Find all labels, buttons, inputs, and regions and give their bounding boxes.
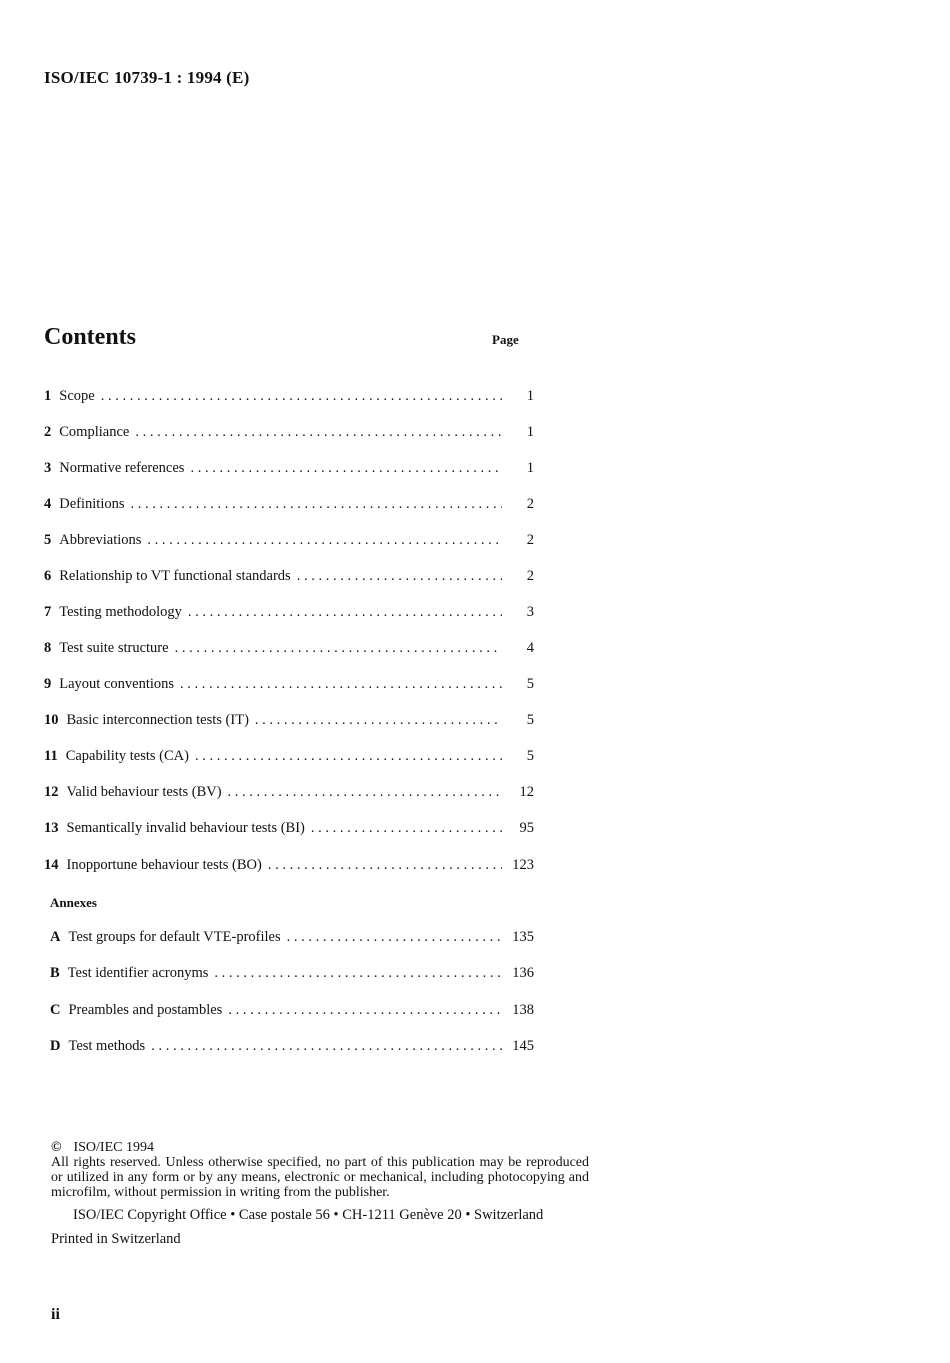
- toc-entry-page: 5: [526, 712, 534, 728]
- annex-letter: A: [50, 929, 61, 945]
- toc-entry-title: Relationship to VT functional standards: [59, 568, 291, 584]
- toc-entry-title: Layout conventions: [59, 676, 175, 692]
- annex-title: Preambles and postambles: [68, 1002, 223, 1018]
- toc-entry[interactable]: [44, 676, 534, 696]
- toc-entry-title: Valid behaviour tests (BV): [66, 784, 222, 800]
- page-column-label: Page: [492, 332, 519, 347]
- toc-entry-number: 5: [44, 532, 52, 548]
- dot-leader: [131, 496, 503, 513]
- toc-entry-page: 4: [526, 640, 534, 656]
- dot-leader: [147, 532, 502, 549]
- toc-entry-number: 2: [44, 424, 52, 440]
- copyright-symbol: ©: [51, 1140, 62, 1155]
- toc-entry-number: 9: [44, 676, 52, 692]
- annex-page: 136: [512, 965, 534, 981]
- annexes-heading: Annexes: [50, 895, 97, 910]
- dot-leader: [101, 388, 502, 405]
- toc-entry-page: 95: [519, 820, 534, 836]
- toc-entry-page: 123: [512, 857, 534, 873]
- printed-in: Printed in Switzerland: [51, 1231, 181, 1247]
- dot-leader: [135, 424, 502, 441]
- toc-entry[interactable]: [44, 820, 534, 840]
- toc-entry-page: 5: [526, 748, 534, 764]
- dot-leader: [195, 748, 502, 765]
- toc-entry-number: 1: [44, 388, 52, 404]
- toc-entry-title: Scope: [59, 388, 95, 404]
- toc-entry-title: Inopportune behaviour tests (BO): [66, 857, 262, 873]
- toc-entry-title: Normative references: [59, 460, 185, 476]
- toc-entry-number: 6: [44, 568, 52, 584]
- document-designation: ISO/IEC 10739-1 : 1994 (E): [44, 68, 250, 87]
- annex-title: Test methods: [68, 1038, 146, 1054]
- toc-entry-title: Basic interconnection tests (IT): [66, 712, 249, 728]
- dot-leader: [228, 1002, 502, 1019]
- toc-entry-number: 14: [44, 857, 59, 873]
- toc-entry[interactable]: [44, 748, 534, 768]
- toc-entry-page: 2: [526, 496, 534, 512]
- toc-entry-title: Test suite structure: [59, 640, 169, 656]
- dot-leader: [311, 820, 502, 837]
- dot-leader: [228, 784, 502, 801]
- copyright-notice: [51, 1140, 589, 1200]
- copyright-office-address: ISO/IEC Copyright Office • Case postale 56 • CH-1211 Genève 20 • Switzerland: [73, 1207, 544, 1223]
- toc-entry-title: Definitions: [59, 496, 125, 512]
- toc-entry-title: Compliance: [59, 424, 130, 440]
- toc-entry-page: 2: [526, 532, 534, 548]
- toc-entry-page: 2: [526, 568, 534, 584]
- toc-entry-title: Testing methodology: [59, 604, 182, 620]
- toc-entry[interactable]: [44, 604, 534, 624]
- dot-leader: [190, 460, 502, 477]
- toc-entry[interactable]: [44, 460, 534, 480]
- toc-entry[interactable]: [44, 388, 534, 408]
- toc-entry-number: 11: [44, 748, 58, 764]
- annex-entry[interactable]: [50, 1002, 534, 1022]
- toc-entry-title: Abbreviations: [59, 532, 142, 548]
- toc-entry-page: 3: [526, 604, 534, 620]
- annex-entry[interactable]: [50, 1038, 534, 1058]
- toc-entry-number: 3: [44, 460, 52, 476]
- annex-letter: B: [50, 965, 60, 981]
- annex-page: 138: [512, 1002, 534, 1018]
- contents-title: Contents: [44, 324, 137, 350]
- toc-entry[interactable]: [44, 496, 534, 516]
- dot-leader: [268, 857, 502, 874]
- toc-entry-page: 12: [519, 784, 534, 800]
- toc-entry-title: Capability tests (CA): [65, 748, 189, 764]
- dot-leader: [255, 712, 502, 729]
- toc-entry-number: 4: [44, 496, 52, 512]
- copyright-holder-line: [51, 1140, 589, 1155]
- toc-entry-title: Semantically invalid behaviour tests (BI): [66, 820, 305, 836]
- copyright-holder: ISO/IEC 1994: [73, 1140, 154, 1155]
- annex-page: 135: [512, 929, 534, 945]
- annex-letter: C: [50, 1002, 61, 1018]
- dot-leader: [214, 965, 502, 982]
- toc-entry[interactable]: [44, 712, 534, 732]
- toc-entry-number: 8: [44, 640, 52, 656]
- toc-entry[interactable]: [44, 424, 534, 444]
- dot-leader: [188, 604, 502, 621]
- toc-entry-number: 7: [44, 604, 52, 620]
- toc-entry[interactable]: [44, 640, 534, 660]
- toc-entry[interactable]: [44, 857, 534, 877]
- annex-entry[interactable]: [50, 929, 534, 949]
- toc-entry-page: 1: [526, 424, 534, 440]
- annex-title: Test groups for default VTE-profiles: [68, 929, 281, 945]
- dot-leader: [151, 1038, 502, 1055]
- toc-entry-page: 1: [526, 460, 534, 476]
- dot-leader: [287, 929, 502, 946]
- annex-entry[interactable]: [50, 965, 534, 985]
- toc-entry[interactable]: [44, 568, 534, 588]
- rights-statement: All rights reserved. Unless otherwise specified, no part of this publication may be reproduced or utilized in any form or by any means, electronic or mechanical, including photocopying and microfilm, without permission in writing from the publisher.: [51, 1155, 589, 1200]
- annex-page: 145: [512, 1038, 534, 1054]
- toc-entry-page: 1: [526, 388, 534, 404]
- toc-entry-number: 12: [44, 784, 59, 800]
- annex-title: Test identifier acronyms: [67, 965, 209, 981]
- toc-entry[interactable]: [44, 532, 534, 552]
- toc-entry-page: 5: [526, 676, 534, 692]
- annex-letter: D: [50, 1038, 61, 1054]
- toc-entry-number: 10: [44, 712, 59, 728]
- toc-entry-number: 13: [44, 820, 59, 836]
- toc-entry[interactable]: [44, 784, 534, 804]
- dot-leader: [180, 676, 502, 693]
- dot-leader: [175, 640, 502, 657]
- page-number: ii: [51, 1306, 60, 1323]
- dot-leader: [297, 568, 502, 585]
